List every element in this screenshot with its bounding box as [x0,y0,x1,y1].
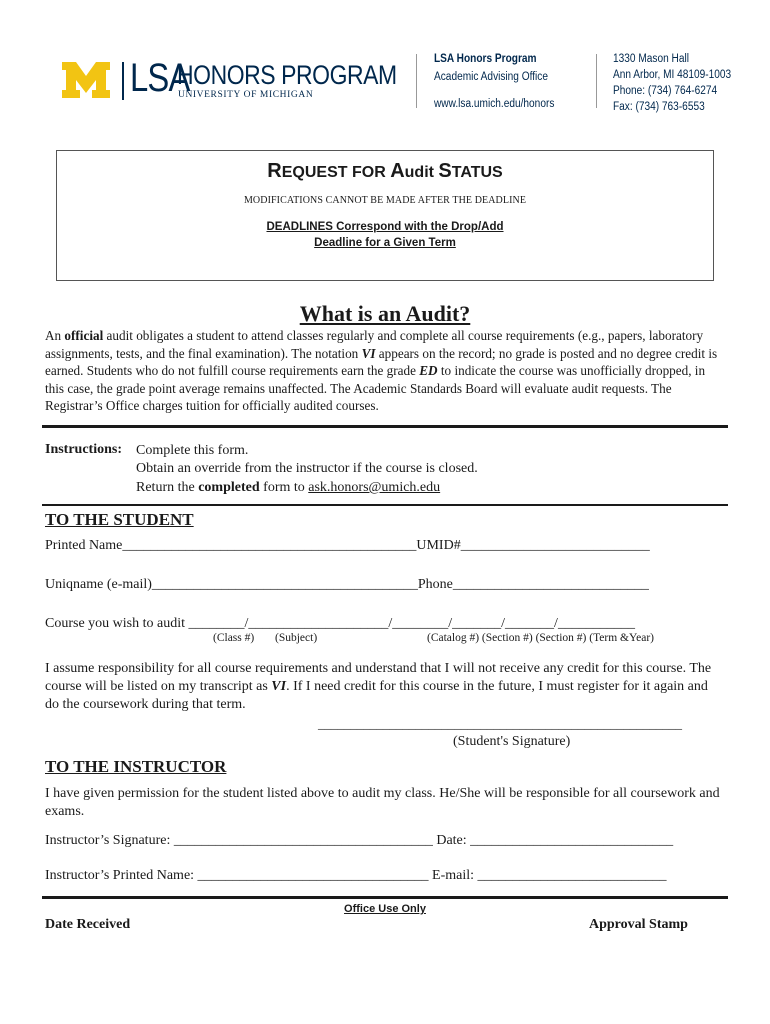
student-signature-line[interactable]: ________________________________________________________ [318,716,682,731]
section-rule [42,504,728,506]
office-name: LSA Honors Program [434,53,537,65]
phone-number: Phone: (734) 764-6274 [613,85,718,97]
section-rule [42,425,728,428]
instruction-step-3: Return the completed form to ask.honors@umich.edu [136,480,441,495]
student-responsibility-statement: I assume responsibility for all course requirements and understand that I will not receive any credit for this course. The course will be listed on my transcript as VI. If I need credit for this course in the future, I must register for it again and do the coursework during that term. [45,661,712,712]
what-is-audit-heading: What is an Audit? [299,301,471,326]
caption-catalog-section-term: (Catalog #) (Section #) (Section #) (Term &Year) [427,632,655,644]
section-rule [42,896,728,899]
audit-description: An official audit obligates a student to attend classes regularly and complete all course requirements (e.g., papers, laboratory assignments, tests, and the final examination). The notation VI appears on the record; no grade is posted and no degree credit is earned. Students who do not fulfill course requirements earn the grade ED to indicate the course was unofficially dropped, in this case, the grade point average remains unaffected. The Academic Standards Board will evaluate audit requests. The Registrar’s Office charges tuition for officially audited courses. [45,328,718,413]
caption-subject: (Subject) [275,632,318,644]
logo-lsa-text: LSA [130,56,190,100]
address-line-2: Ann Arbor, MI 48109-1003 [613,69,732,81]
instructions-label: Instructions: [45,442,123,457]
modifications-notice: MODIFICATIONS CANNOT BE MADE AFTER THE DEADLINE [243,195,527,206]
request-title: REQUEST FOR Audit STATUS [267,160,503,182]
instructor-name-email-field[interactable]: Instructor’s Printed Name: _________________________________ E-mail: ___________________________ [45,868,667,883]
course-to-audit-field[interactable]: Course you wish to audit ________/____________________/________/_______/_______/___________ [45,616,635,631]
logo-divider [122,62,124,100]
instructor-signature-date-field[interactable]: Instructor’s Signature: _____________________________________ Date: _____________________________ [45,833,674,848]
deadline-notice: DEADLINES Correspond with the Drop/Add Deadline for a Given Term [266,221,504,249]
logo-program-text: HONORS PROGRAM [177,60,397,90]
instruction-step-2: Obtain an override from the instructor if the course is closed. [136,461,478,476]
office-subtitle: Academic Advising Office [434,71,549,83]
website-link[interactable]: www.lsa.umich.edu/honors [434,98,555,110]
honors-email-link[interactable]: ask.honors@umich.edu [308,480,441,495]
student-section-heading: TO THE STUDENT [45,510,194,529]
uniqname-phone-field[interactable]: Uniqname (e-mail)______________________________________Phone____________________________ [45,577,649,592]
logo-university-text: UNIVERSITY OF MICHIGAN [178,90,314,100]
office-use-label: Office Use Only [344,903,426,915]
date-received-label: Date Received [45,917,131,932]
address-line-1: 1330 Mason Hall [613,53,689,65]
approval-stamp-label: Approval Stamp [589,917,688,932]
michigan-block-m-logo [62,62,110,98]
fax-number: Fax: (734) 763-6553 [613,101,705,113]
instructor-section-heading: TO THE INSTRUCTOR [45,757,227,776]
printed-name-umid-field[interactable]: Printed Name__________________________________________UMID#___________________________ [45,538,650,553]
caption-class-number: (Class #) [213,632,255,644]
instruction-step-1: Complete this form. [136,443,249,458]
header-divider-right [596,54,597,108]
student-signature-caption: (Student's Signature) [453,734,571,749]
header-divider-left [416,54,417,108]
instructor-permission-statement: I have given permission for the student listed above to audit my class. He/She will be responsible for all coursework and exams. [45,786,720,819]
